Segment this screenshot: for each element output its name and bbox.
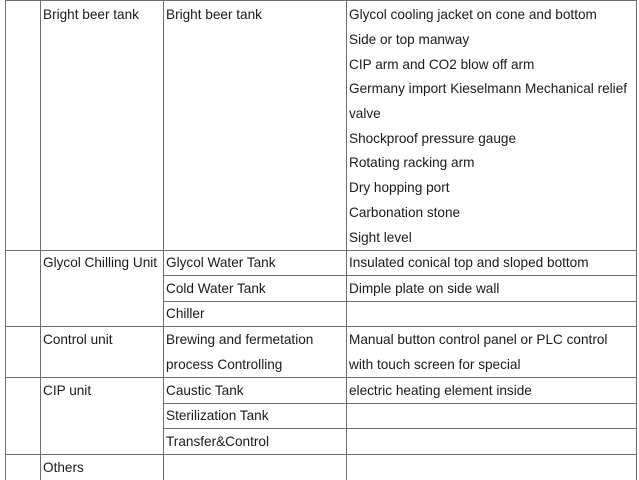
table-border-left [5,0,6,480]
component-cell: process Controlling [166,357,283,372]
row-divider [163,301,636,302]
component-cell: Sterilization Tank [166,408,269,423]
component-cell: Brewing and fermetation [166,332,314,347]
feature-cell: Dimple plate on side wall [349,281,500,296]
component-cell: Transfer&Control [166,434,269,449]
category-cell: CIP unit [43,383,92,398]
component-cell: Caustic Tank [166,383,244,398]
feature-cell: Rotating racking arm [349,155,475,170]
category-cell: Others [43,460,84,475]
feature-cell: Insulated conical top and sloped bottom [349,255,589,270]
row-divider [5,377,636,378]
feature-cell: Side or top manway [349,32,470,47]
table-border-right [636,0,637,480]
feature-cell: Shockproof pressure gauge [349,131,517,146]
column-divider-category [40,0,41,480]
category-cell: Glycol Chilling Unit [43,255,158,270]
feature-cell: Manual button control panel or PLC control [349,332,608,347]
feature-cell: CIP arm and CO2 blow off arm [349,57,535,72]
component-cell: Chiller [166,306,205,321]
row-divider [5,454,636,455]
component-cell: Cold Water Tank [166,281,266,296]
row-divider [5,0,636,1]
category-cell: Bright beer tank [43,7,139,22]
feature-cell: valve [349,106,381,121]
feature-cell: Carbonation stone [349,205,461,220]
component-cell: Bright beer tank [166,7,262,22]
feature-cell: with touch screen for special [349,357,521,372]
column-divider-feature [346,0,347,480]
component-cell: Glycol Water Tank [166,255,276,270]
feature-cell: Dry hopping port [349,180,450,195]
feature-cell: Germany import Kieselmann Mechanical relief [349,81,628,96]
column-divider-component [163,0,164,480]
feature-cell: Sight level [349,230,412,245]
category-cell: Control unit [43,332,113,347]
feature-cell: Glycol cooling jacket on cone and bottom [349,7,597,22]
feature-cell: electric heating element inside [349,383,532,398]
